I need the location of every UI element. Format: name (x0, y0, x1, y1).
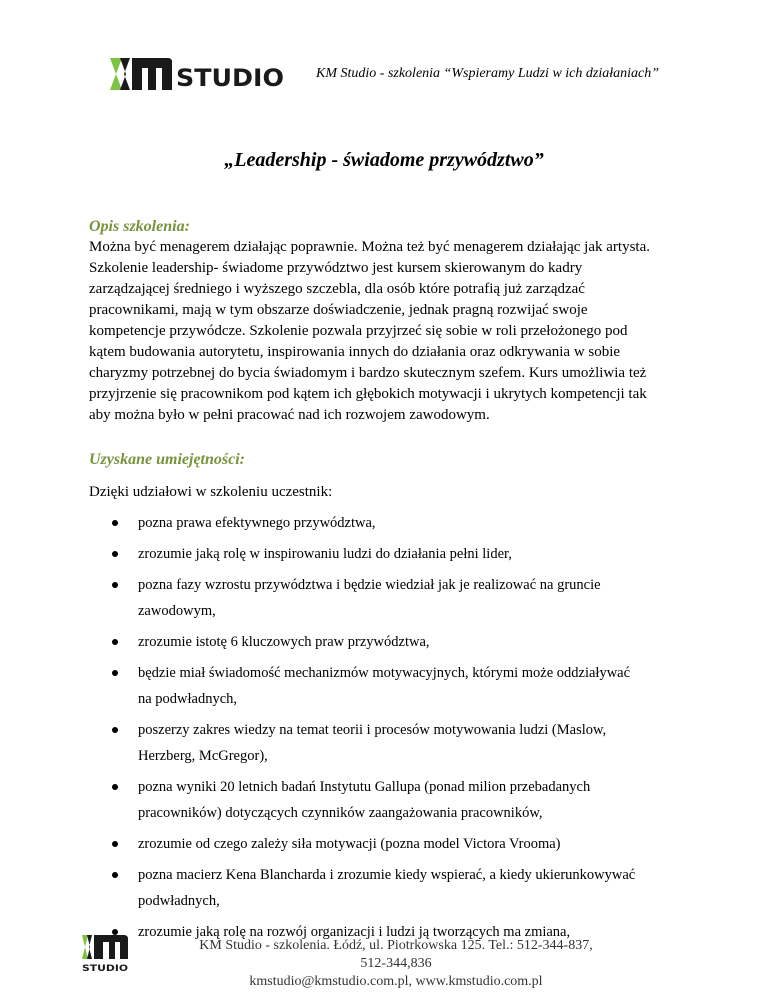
description-heading: Opis szkolenia: (89, 218, 190, 235)
list-item: pozna macierz Kena Blancharda i zrozumie kiedy wspierać, a kiedy ukierunkowywać podwładnych, (112, 862, 682, 914)
logo-k-mark (110, 58, 122, 90)
km-studio-logo (110, 58, 286, 90)
logo-wordmark: STUDIO (176, 64, 284, 90)
list-item: poszerzy zakres wiedzy na temat teorii i procesów motywowania ludzi (Maslow, Herzberg, McGregor), (112, 717, 682, 769)
skills-list (112, 510, 682, 950)
description-body (89, 237, 689, 426)
description-line: kątem budowania autorytetu, inspirowania innych do działania oraz odkrywania w sobie (89, 344, 621, 360)
bullet-icon (112, 841, 118, 847)
footer-contact (186, 937, 606, 991)
list-item: zrozumie istotę 6 kluczowych praw przywództwa, (112, 629, 682, 655)
list-item: zrozumie od czego zależy siła motywacji (pozna model Victora Vrooma) (112, 831, 682, 857)
bullet-icon (112, 582, 118, 588)
footer-address: KM Studio - szkolenia. Łódź, ul. Piotrkowska 125. Tel.: 512-344-837, 512-344,836 (199, 938, 593, 971)
description-line: zarządzającej średniego i wyższego szczebla, dla osób które potrafią już zarządzać (89, 281, 585, 297)
skills-heading: Uzyskane umiejętności: (89, 451, 245, 468)
header-tagline: KM Studio - szkolenia “Wspieramy Ludzi w ich działaniach” (316, 66, 659, 81)
description-line: charyzmy potrzebnej do bycia świadomym i bardzo skutecznym szefem. Kurs umożliwia też (89, 365, 647, 381)
description-line: Można być menagerem działając poprawnie. Można też być menagerem działając jak artysta. (89, 239, 650, 255)
list-item: pozna prawa efektywnego przywództwa, (112, 510, 682, 536)
list-item: zrozumie jaką rolę w inspirowaniu ludzi do działania pełni lider, (112, 541, 682, 567)
km-studio-footer-logo (80, 933, 130, 973)
logo-k-stem (120, 58, 130, 90)
description-line: Szkolenie leadership- świadome przywództwo jest kursem skierowanym do kadry (89, 260, 583, 276)
logo-m-mark (132, 58, 172, 90)
description-line: aby można było w pełni pracować nad ich rozwojem zawodowym. (89, 407, 490, 423)
list-item: pozna fazy wzrostu przywództwa i będzie wiedział jak je realizować na gruncie zawodowym, (112, 572, 682, 624)
footer-logo-k-stem (87, 935, 92, 959)
list-item: zrozumie jaką rolę na rozwój organizacji i ludzi ją tworzących ma zmiana, (112, 919, 682, 945)
list-item: będzie miał świadomość mechanizmów motywacyjnych, którymi może oddziaływać na podwładnych, (112, 660, 682, 712)
bullet-icon (112, 872, 118, 878)
description-line: pracownikami, mają w tym obszarze doświadczenie, jednak pragną rozwijać swoje (89, 302, 588, 318)
bullet-icon (112, 727, 118, 733)
bullet-icon (112, 551, 118, 557)
bullet-icon (112, 639, 118, 645)
bullet-icon (112, 784, 118, 790)
footer-logo-m-mark (94, 935, 128, 959)
list-item: pozna wyniki 20 letnich badań Instytutu Gallupa (ponad milion przebadanych pracowników) dotyczących czynników zaangażowania pracowników, (112, 774, 682, 826)
description-line: przyjrzenie się pracownikom pod kątem ich głębokich motywacji i ukrytych kompetencji tak (89, 386, 647, 402)
description-line: kompetencje przywódcze. Szkolenie pozwala przyjrzeć się sobie w roli przełożonego pod (89, 323, 628, 339)
skills-intro: Dzięki udziałowi w szkoleniu uczestnik: (89, 484, 333, 500)
footer-links: kmstudio@kmstudio.com.pl, www.kmstudio.com.pl (249, 974, 543, 989)
document-title: „Leadership - świadome przywództwo” (224, 149, 544, 171)
bullet-icon (112, 670, 118, 676)
bullet-icon (112, 520, 118, 526)
footer-logo-wordmark: STUDIO (82, 964, 129, 973)
footer-logo-k-mark (82, 935, 88, 959)
